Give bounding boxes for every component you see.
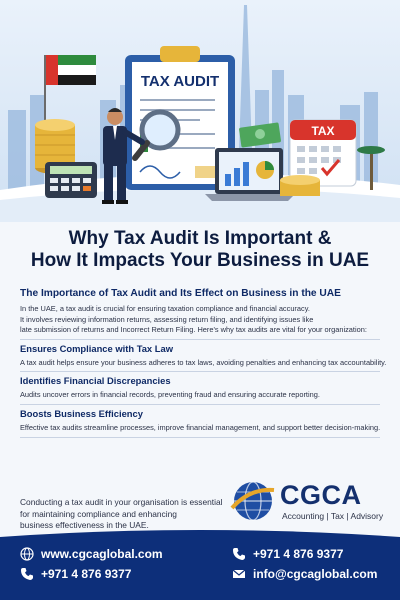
phone-text: +971 4 876 9377: [253, 547, 344, 561]
intro-line: late submission of returns and Incorrect Return Filing. Here's why tax audits are vital for your organization:: [20, 325, 367, 335]
main-title: [0, 228, 400, 272]
footer-wave: [0, 527, 400, 541]
intro-title: The Importance of Tax Audit and Its Effect on Business in the UAE: [20, 288, 341, 299]
divider: [20, 371, 380, 372]
footer: [0, 537, 400, 600]
intro-line: It involves reviewing information returns, assessing return filing, and identifying issues like: [20, 314, 314, 324]
closing-line: for maintaining compliance and enhancing: [20, 508, 177, 519]
globe-logo-icon: [230, 478, 276, 524]
phone-icon: [20, 567, 34, 581]
section-text: Effective tax audits streamline processes, improve financial management, and support better decision-making.: [20, 422, 381, 432]
email-link[interactable]: [232, 567, 377, 581]
section-title: Identifies Financial Discrepancies: [20, 375, 171, 387]
section-text: A tax audit helps ensure your business adheres to tax laws, avoiding penalties and enhancing tax accountability.: [20, 357, 387, 367]
phone-text: +971 4 876 9377: [41, 567, 132, 581]
intro-paragraph: [20, 304, 380, 336]
section-text: Audits uncover errors in financial records, preventing fraud and ensuring accurate reporting.: [20, 390, 320, 400]
website-text: www.cgcaglobal.com: [41, 547, 163, 561]
calculator-icon: [45, 162, 97, 198]
logo-name: CGCA: [280, 480, 362, 510]
cgca-logo: [230, 478, 390, 526]
clipboard-label: TAX AUDIT: [140, 73, 220, 90]
section-title: Boosts Business Efficiency: [20, 407, 143, 419]
title-line-1: Why Tax Audit Is Important &: [68, 228, 332, 249]
section-efficiency: [20, 408, 380, 434]
logo-tagline: Accounting | Tax | Advisory: [282, 511, 384, 521]
section-compliance: [20, 342, 387, 369]
globe-icon: [20, 547, 34, 561]
phone-link-left[interactable]: [20, 567, 131, 581]
website-link[interactable]: [20, 547, 163, 561]
divider: [20, 339, 380, 340]
mail-icon: [232, 567, 246, 581]
intro-line: In the UAE, a tax audit is crucial for ensuring taxation compliance and financial accuracy.: [20, 304, 310, 313]
email-text: info@cgcaglobal.com: [253, 567, 378, 581]
closing-line: Conducting a tax audit in your organisation is essential: [20, 497, 223, 507]
phone-link-right[interactable]: [232, 547, 343, 561]
section-title: Ensures Compliance with Tax Law: [20, 342, 173, 354]
title-line-2: How It Impacts Your Business in UAE: [30, 250, 370, 271]
phone-ringing-icon: [232, 547, 246, 561]
content-body: [20, 288, 387, 441]
divider: [20, 437, 380, 438]
calendar-label: TAX: [311, 124, 335, 138]
closing-line: business effectiveness in the UAE.: [20, 520, 149, 530]
coin-stack-right-icon: [280, 175, 320, 196]
divider: [20, 404, 380, 405]
hero-illustration: [0, 0, 400, 222]
section-discrepancies: [20, 375, 380, 401]
